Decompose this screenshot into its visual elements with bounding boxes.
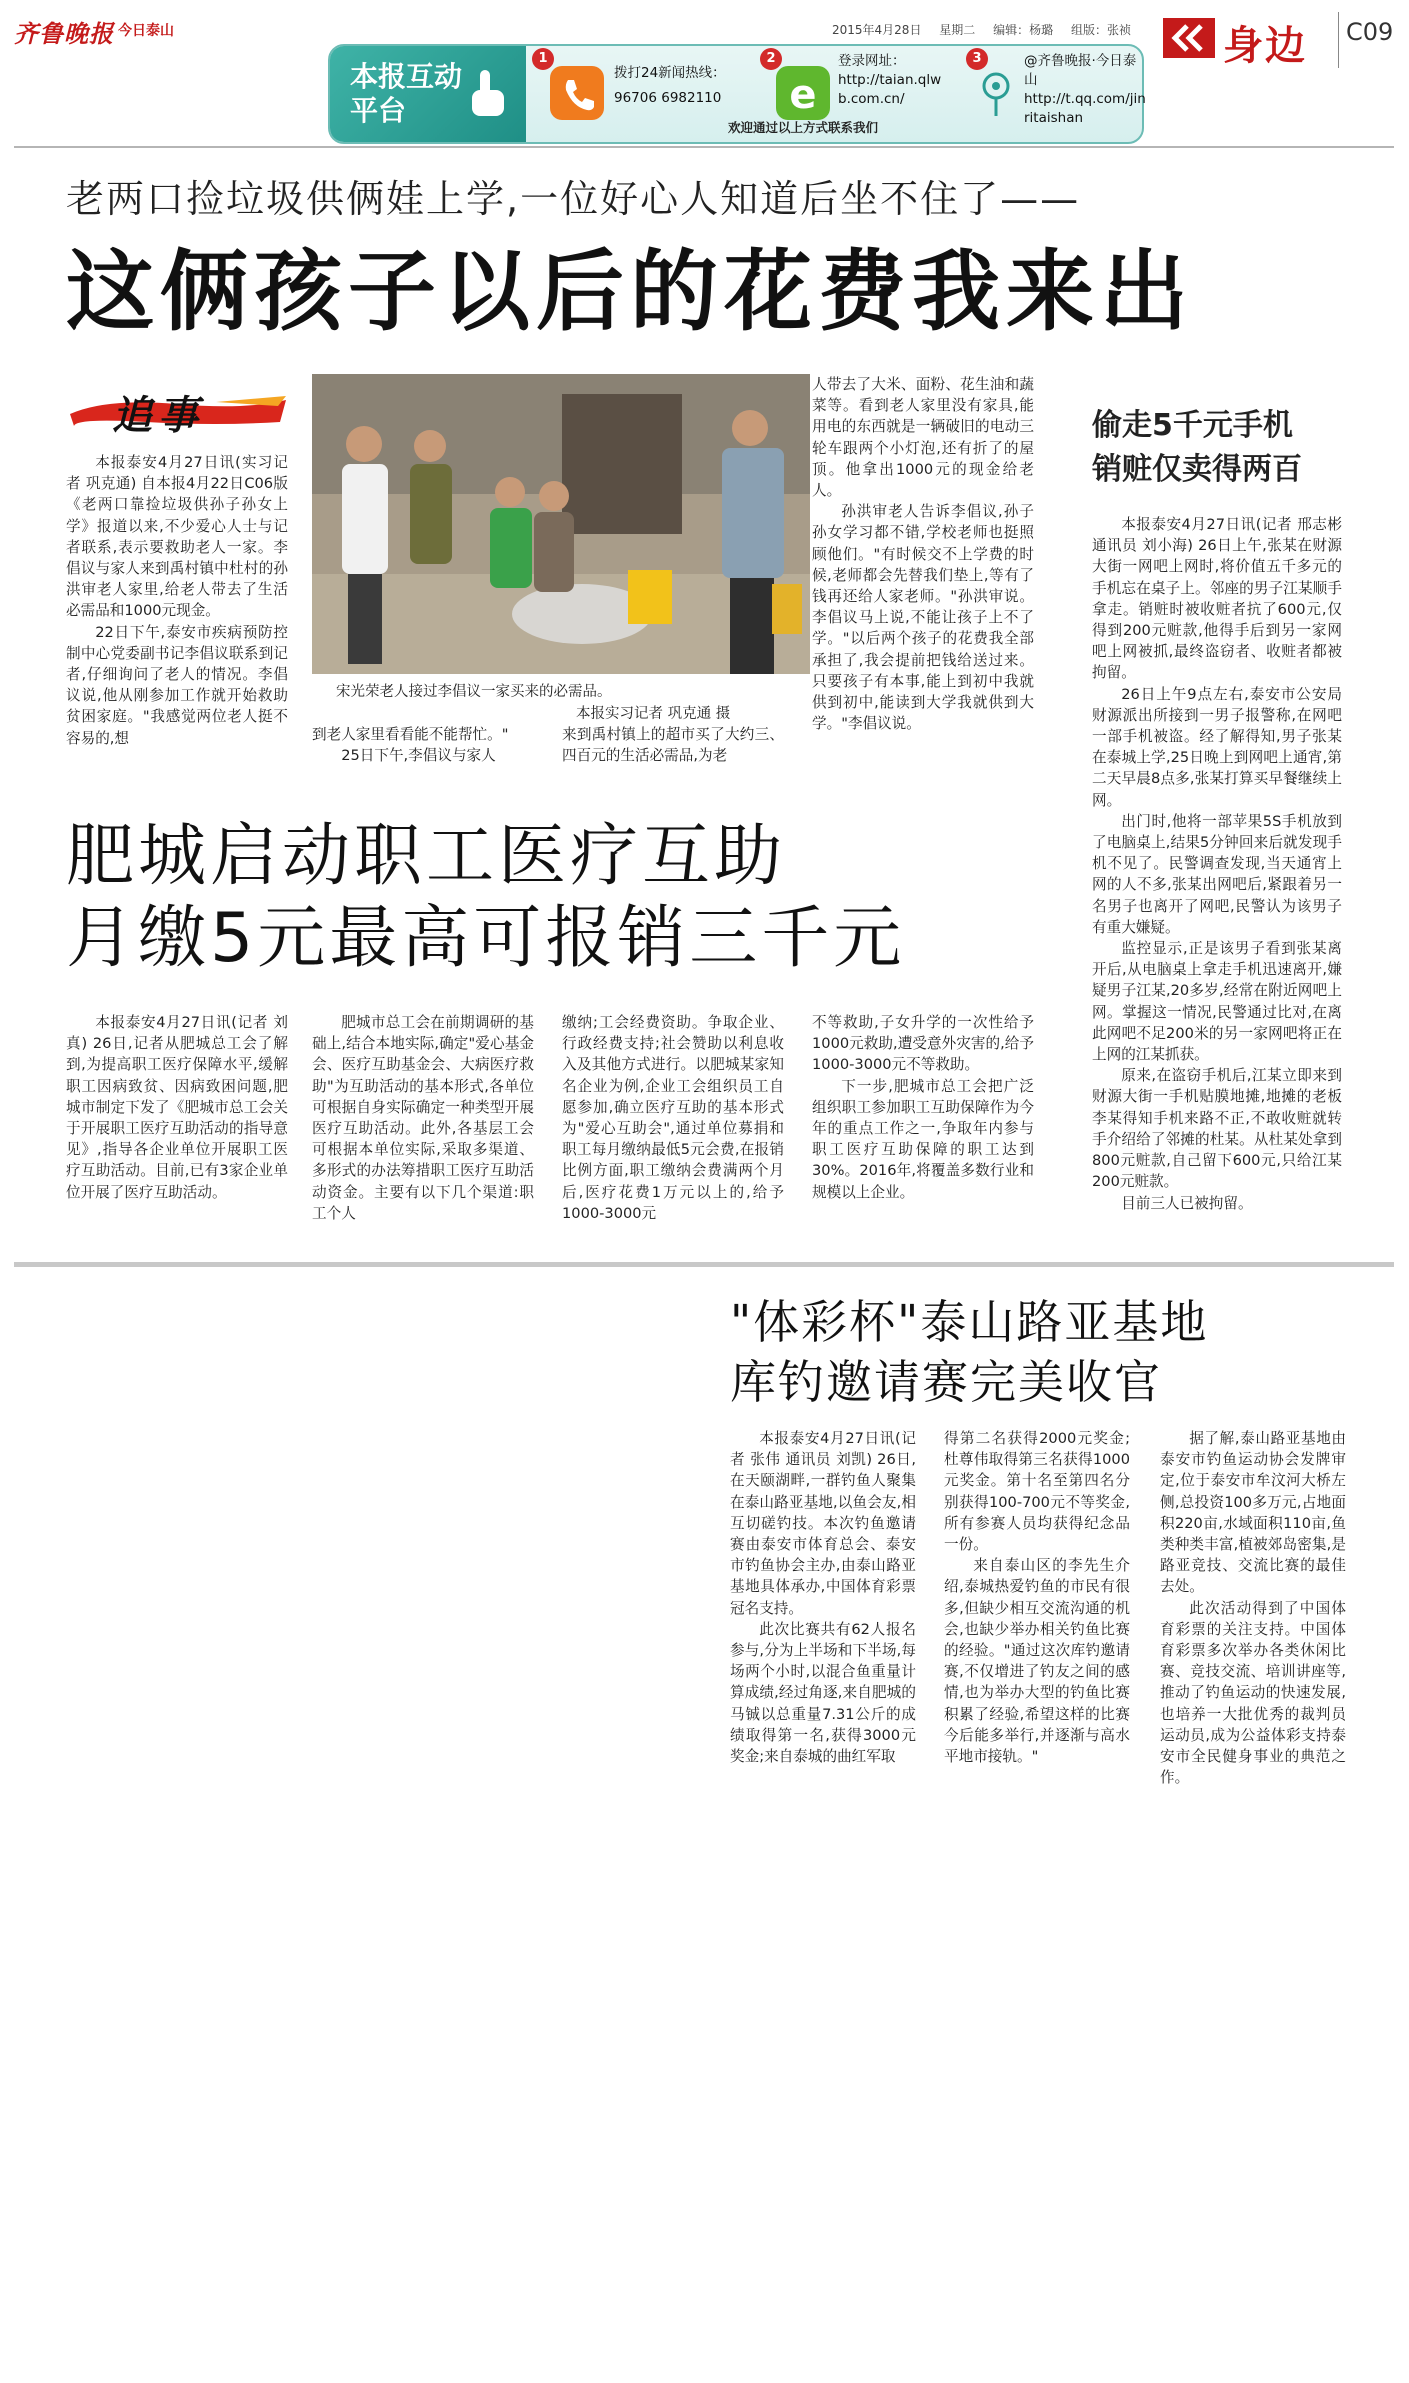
weibo-url-cont[interactable]: ritaishan <box>1024 110 1084 126</box>
newspaper-brand: 齐鲁晚报 <box>14 19 114 48</box>
paragraph: 25日下午,李倡议与家人 <box>341 747 496 765</box>
banner-title: 本报互动平台 <box>350 60 463 127</box>
paragraph: 得第二名获得2000元奖金;杜尊伟取得第三名获得1000元奖金。第十名至第四名分别获得100-700元不等奖金,所有参赛人员均获得纪念品一份。 <box>944 1430 1130 1554</box>
editor: 编辑：杨璐 <box>993 23 1054 37</box>
sidebar-body <box>1092 514 1342 1214</box>
website-url[interactable]: http://taian.qlw <box>838 72 942 88</box>
website-label: 登录网址： <box>838 53 906 69</box>
story2-column-4 <box>812 1012 1034 1203</box>
story3-headline <box>730 1292 1208 1412</box>
item-number: 3 <box>966 48 988 70</box>
item-number: 1 <box>532 48 554 70</box>
section-name: 今日泰山 <box>118 23 174 39</box>
paragraph: 来自泰山区的李先生介绍,泰城热爱钓鱼的市民有很多,但缺少相互交流沟通的机会,也缺少举办相关钓鱼比赛的经验。"通过这次库钓邀请赛,不仅增进了钓友之间的感情,也为举办大型的钓鱼比赛积累了经验,希望这样的比赛今后能多举行,并逐渐与高水平地市接轨。" <box>944 1557 1130 1766</box>
paragraph: 出门时,他将一部苹果5S手机放到了电脑桌上,结果5分钟回来后就发现手机不见了。民警调查发现,当天通宵上网的人不多,张某出网吧后,紧跟着另一名男子也离开了网吧,民警认为该男子有重大嫌疑。 <box>1092 812 1342 936</box>
story1-kicker: 老两口捡垃圾供俩娃上学,一位好心人知道后坐不住了—— <box>66 177 1081 221</box>
sidebar-headline-line1: 偷走5千元手机 <box>1092 408 1293 443</box>
hotline-number[interactable]: 96706 6982110 <box>614 90 722 106</box>
story2-headline-line1: 肥城启动职工医疗互助 <box>66 817 787 896</box>
weibo-info <box>1024 52 1146 128</box>
hotline-label: 拨打24新闻热线： <box>614 65 726 81</box>
issue-meta <box>832 21 1145 38</box>
masthead-rule <box>14 146 1394 148</box>
paragraph: 此次活动得到了中国体育彩票的关注支持。中国体育彩票多次举办各类休闲比赛、竞技交流、培训讲座等,推动了钓鱼运动的快速发展,也培养一大批优秀的裁判员运动员,成为公益体彩支持泰安市全民健身事业的典范之作。 <box>1160 1599 1346 1787</box>
sidebar-headline-line2: 销赃仅卖得两百 <box>1092 452 1302 487</box>
weibo-url[interactable]: http://t.qq.com/jin <box>1024 91 1146 107</box>
item-number: 2 <box>760 48 782 70</box>
story2-column-2 <box>312 1012 534 1224</box>
story2-column-3 <box>562 1012 784 1224</box>
paragraph: 本报泰安4月27日讯(记者 邢志彬 通讯员 刘小海) 26日上午,张某在财源大街一网吧上网时,将价值五千多元的手机忘在桌子上。邻座的男子江某顺手拿走。销赃时被收赃者抗了600元,仅得到200元赃款,他得手后到另一家网吧上网被抓,最终盗窃者、收赃者都被拘留。 <box>1092 516 1342 682</box>
paragraph: 下一步,肥城市总工会把广泛组织职工参加职工互助保障作为今年的重点工作之一,争取年内参与职工医疗互助保障的职工达到30%。2016年,将覆盖多数行业和规模以上企业。 <box>812 1077 1034 1201</box>
paragraph: 到老人家里看看能不能帮忙。" <box>312 726 509 743</box>
photo-credit: 本报实习记者 巩克通 摄 <box>576 706 731 722</box>
story3-column-3 <box>1160 1428 1346 1788</box>
follow-up-tag <box>66 382 290 444</box>
paragraph: 此次比赛共有62人报名参与,分为上半场和下半场,每场两个小时,以混合鱼重量计算成绩,经过角逐,来自肥城的马铖以总重量7.31公斤的成绩取得第一名,获得3000元奖金;来自泰城的曲红军取 <box>730 1620 916 1766</box>
story1-column-2 <box>312 724 534 766</box>
paragraph: 26日上午9点左右,泰安市公安局财源派出所接到一男子报警称,在网吧一部手机被盗。经了解得知,男子张某在泰城上学,25日晚上到网吧上通宵,第二天早晨8点多,张某打算买早餐继续上网。 <box>1092 685 1342 809</box>
paragraph: 本报泰安4月27日讯(记者 张伟 通讯员 刘凯) 26日,在天颐湖畔,一群钓鱼人聚集在泰山路亚基地,以鱼会友,相互切磋钓技。本次钓鱼邀请赛由泰安市体育总会、泰安市钓鱼协会主办,由泰山路亚基地具体承办,中国体育彩票冠名支持。 <box>730 1430 916 1617</box>
story2-headline <box>66 816 905 980</box>
divider <box>1338 12 1339 68</box>
paragraph: 原来,在盗窃手机后,江某立即来到财源大街一手机贴膜地摊,地摊的老板李某得知手机来路不正,不敢收赃就转手介绍给了邻摊的杜某。从杜某处拿到800元赃款,自己留下600元,只给江某200元赃款。 <box>1092 1067 1342 1191</box>
banner-note: 欢迎通过以上方式联系我们 <box>728 120 879 135</box>
story2-headline-line2: 月缴5元最高可报销三千元 <box>66 899 906 978</box>
paragraph: 不等救助,子女升学的一次性给予1000元救助,遭受意外灾害的,给予1000-3000元不等救助。 <box>812 1014 1034 1074</box>
issue-weekday: 星期二 <box>939 23 976 37</box>
weibo-icon <box>980 68 1020 118</box>
news-photo <box>312 374 810 674</box>
paragraph: 人带去了大米、面粉、花生油和蔬菜等。看到老人家里没有家具,能用电的东西就是一辆破旧的电动三轮车跟两个小灯泡,还有折了的屋顶。他拿出1000元的现金给老人。 <box>812 376 1034 500</box>
paragraph: 缴纳;工会经费资助。争取企业、行政经费支持;社会赞助以利息收入及其他方式进行。以肥城某家知名企业为例,企业工会组织员工自愿参加,确立医疗互助的基本形式为"爱心互助会",通过单位募捐和职工每月缴纳最低5元会费,在报销比例方面,职工缴纳会费满两个月后,医疗花费1万元以上的,给予1000-3000元 <box>562 1014 784 1222</box>
paragraph: 监控显示,正是该男子看到张某离开后,从电脑桌上拿走手机迅速离开,嫌疑男子江某,20多岁,经常在附近网吧上网。掌握这一情况,民警通过比对,在离此网吧不足200米的另一家网吧将正在上网的江某抓获。 <box>1092 940 1342 1064</box>
website-info <box>838 52 941 109</box>
story1-headline: 这俩孩子以后的花费我来出 <box>66 240 1195 343</box>
paragraph: 本报泰安4月27日讯(实习记者 巩克通) 自本报4月22日C06版《老两口靠捡垃圾供孙子孙女上学》报道以来,不少爱心人士与记者联系,表示要救助老人一家。李倡议与家人来到禹村镇中杜村的孙洪审老人家里,给老人带去了生活必需品和1000元现金。 <box>66 454 288 620</box>
story1-column-4 <box>812 374 1034 734</box>
paragraph: 据了解,泰山路亚基地由泰安市钓鱼运动协会发牌审定,位于泰安市牟汶河大桥左侧,总投资100多万元,占地面积220亩,水域面积110亩,鱼类种类丰富,植被郊岛密集,是路亚竞技、交流比赛的最佳去处。 <box>1160 1430 1346 1596</box>
photo-illustration <box>312 374 810 674</box>
page-section-title: 身边 <box>1223 23 1307 69</box>
story3-headline-line2: 库钓邀请赛完美收官 <box>730 1355 1162 1409</box>
follow-up-tag-text: 追事 <box>112 392 204 439</box>
double-chevron-left-icon <box>1163 18 1215 58</box>
banner-tag <box>330 46 526 142</box>
story3-column-2 <box>944 1428 1130 1767</box>
section-divider <box>14 1262 1394 1267</box>
story2-column-1 <box>66 1012 288 1203</box>
phone-icon <box>550 66 604 120</box>
story1-column-3 <box>562 724 784 766</box>
browser-icon <box>776 66 830 120</box>
hotline-info <box>614 64 726 108</box>
sidebar-headline <box>1092 404 1302 492</box>
paragraph: 来到禹村镇上的超市买了大约三、四百元的生活必需品,为老 <box>562 726 784 765</box>
page-number: C09 <box>1346 18 1394 46</box>
photo-caption: 宋光荣老人接过李倡议一家买来的必需品。 <box>336 684 612 700</box>
layout-editor: 组版：张祯 <box>1070 23 1131 37</box>
paragraph: 肥城市总工会在前期调研的基础上,结合本地实际,确定"爱心基金会、医疗互助基金会、大病医疗救助"为互助活动的基本形式,各单位可根据自身实际确定一种类型开展医疗互助活动。此外,各基层工会可根据本单位实际,采取多渠道、多形式的办法筹措职工医疗互助活动资金。主要有以下几个渠道:职工个人 <box>312 1014 534 1222</box>
story3-headline-line1: "体彩杯"泰山路亚基地 <box>730 1295 1209 1349</box>
weibo-account[interactable]: @齐鲁晚报·今日泰山 <box>1024 53 1137 88</box>
story3-column-1 <box>730 1428 916 1767</box>
paragraph: 22日下午,泰安市疾病预防控制中心党委副书记李倡议联系到记者,仔细询问了老人的情况。李倡议说,他从刚参加工作就开始救助贫困家庭。"我感觉两位老人挺不容易的,想 <box>66 623 288 747</box>
page-section-badge <box>1163 12 1333 69</box>
story1-column-1 <box>66 452 288 749</box>
paragraph: 本报泰安4月27日讯(记者 刘真) 26日,记者从肥城总工会了解到,为提高职工医疗保障水平,缓解职工因病致贫、因病致困问题,肥城市制定下发了《肥城市总工会关于开展职工医疗互助活动的指导意见》,指导各企业单位开展职工医疗互助活动。目前,已有3家企业单位开展了医疗互助活动。 <box>66 1014 288 1201</box>
svg-text:e: e <box>789 72 817 118</box>
website-url-cont[interactable]: b.com.cn/ <box>838 91 905 107</box>
paragraph: 目前三人已被拘留。 <box>1121 1194 1253 1212</box>
issue-date: 2015年4月28日 <box>832 23 922 37</box>
hand-pointer-icon <box>466 68 510 120</box>
paragraph: 孙洪审老人告诉李倡议,孙子孙女学习都不错,学校老师也挺照顾他们。"有时候交不上学费的时候,老师都会先替我们垫上,等有了钱再还给人家老师。"孙洪审说。李倡议马上说,不能让孩子上不了学。"以后两个孩子的花费我全部承担了,我会提前把钱给送过来。只要孩子有本事,能上到初中我就供到初中,能读到大学我就供到大学。"李倡议说。 <box>812 503 1034 733</box>
